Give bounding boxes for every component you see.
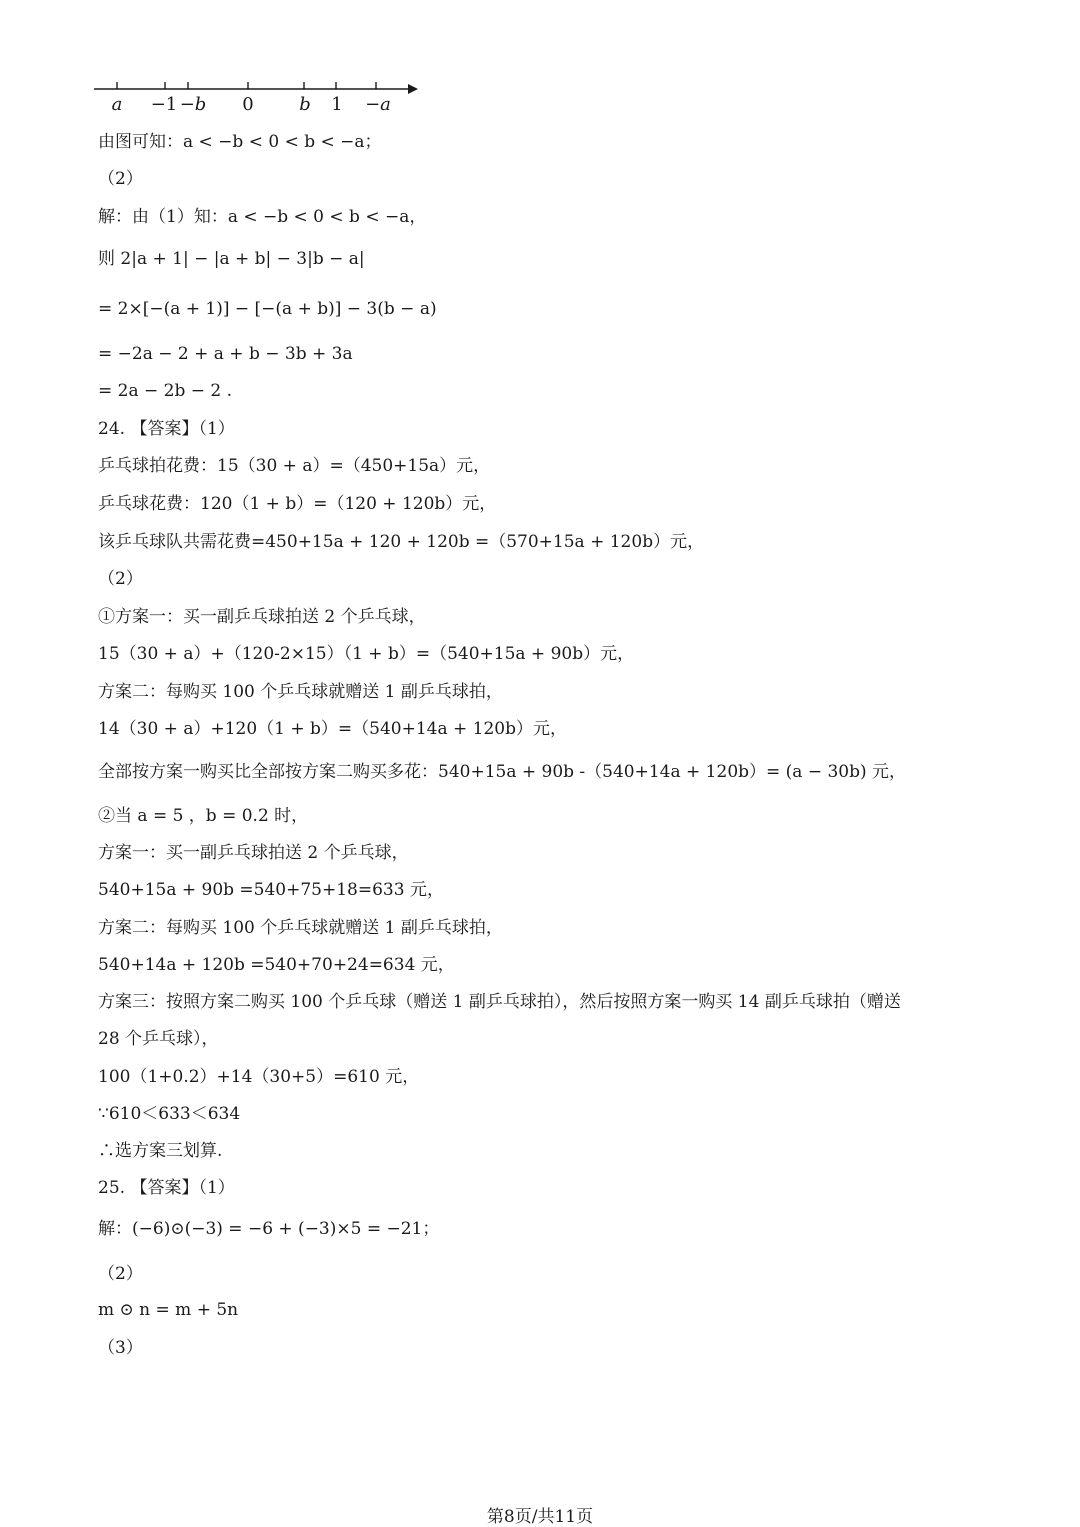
text-line: 乒乓球拍花费：15（30 + a）=（450+15a）元， [98, 456, 491, 476]
text-line: 方案二：每购买 100 个乒乓球就赠送 1 副乒乓球拍， [98, 918, 503, 938]
number-line-label-a: a [111, 94, 123, 115]
text-line: ∵610＜633＜634 [98, 1104, 241, 1124]
text-line: 该乒乓球队共需花费=450+15a + 120 + 120b =（570+15a + 120b）元， [98, 532, 705, 552]
question-heading: 25. 【答案】（1） [98, 1178, 235, 1198]
text-line: 540+14a + 120b =540+70+24=634 元， [98, 955, 455, 975]
number-line-label-b: b [299, 94, 311, 115]
text-line: （2） [98, 169, 143, 189]
text-line: 28 个乒乓球）， [98, 1029, 219, 1049]
text-line: ②当 a = 5 ，b = 0.2 时， [98, 806, 309, 826]
text-line: = 2×[−(a + 1)] − [−(a + b)] − 3(b − a) [98, 299, 437, 319]
text-line: （2） [98, 1264, 143, 1284]
text-line: 方案三：按照方案二购买 100 个乒乓球（赠送 1 副乒乓球拍），然后按照方案一购买 14 副乒乓球拍（赠送 [98, 992, 901, 1012]
text-line: = 2a − 2b − 2 . [98, 381, 233, 401]
text-line: = −2a − 2 + a + b − 3b + 3a [98, 344, 353, 364]
text-line: 100（1+0.2）+14（30+5）=610 元， [98, 1067, 420, 1087]
text-line: ①方案一：买一副乒乓球拍送 2 个乒乓球， [98, 607, 426, 627]
text-line: （2） [98, 569, 143, 589]
text-line: ∴选方案三划算. [98, 1141, 223, 1161]
number-line-ticks [117, 82, 376, 89]
number-line-label-minus-a: −a [365, 94, 391, 115]
number-line-arrow-icon [408, 84, 418, 94]
text-line: 解：由（1）知：a < −b < 0 < b < −a， [98, 207, 427, 227]
number-line-label-1: 1 [331, 94, 343, 115]
number-line [90, 72, 430, 120]
text-line: 乒乓球花费：120（1 + b）=（120 + 120b）元， [98, 494, 497, 514]
text-line: 方案二：每购买 100 个乒乓球就赠送 1 副乒乓球拍， [98, 682, 503, 702]
text-line: 方案一：买一副乒乓球拍送 2 个乒乓球， [98, 843, 409, 863]
text-line: 则 2|a + 1| − |a + b| − 3|b − a| [98, 249, 365, 269]
number-line-label-minus-1: −1 [150, 94, 178, 115]
number-line-label-minus-b: −b [179, 94, 207, 115]
text-line: 15（30 + a）+（120-2×15）（1 + b）=（540+15a + 90b）元， [98, 644, 635, 664]
page-footer: 第8页/共11页 [486, 1507, 594, 1527]
text-line: （3） [98, 1338, 143, 1358]
text-line: 14（30 + a）+120（1 + b）=（540+14a + 120b）元， [98, 719, 567, 739]
text-line: 由图可知：a < −b < 0 < b < −a； [98, 132, 382, 152]
number-line-label-0: 0 [242, 94, 254, 115]
text-line: m ⊙ n = m + 5n [98, 1300, 239, 1320]
text-line: 全部按方案一购买比全部按方案二购买多花：540+15a + 90b -（540+14a + 120b）= (a − 30b) 元， [98, 762, 907, 782]
question-heading: 24. 【答案】（1） [98, 419, 235, 439]
text-line: 解：(−6)⊙(−3) = −6 + (−3)×5 = −21； [98, 1219, 440, 1239]
text-line: 540+15a + 90b =540+75+18=633 元， [98, 880, 444, 900]
